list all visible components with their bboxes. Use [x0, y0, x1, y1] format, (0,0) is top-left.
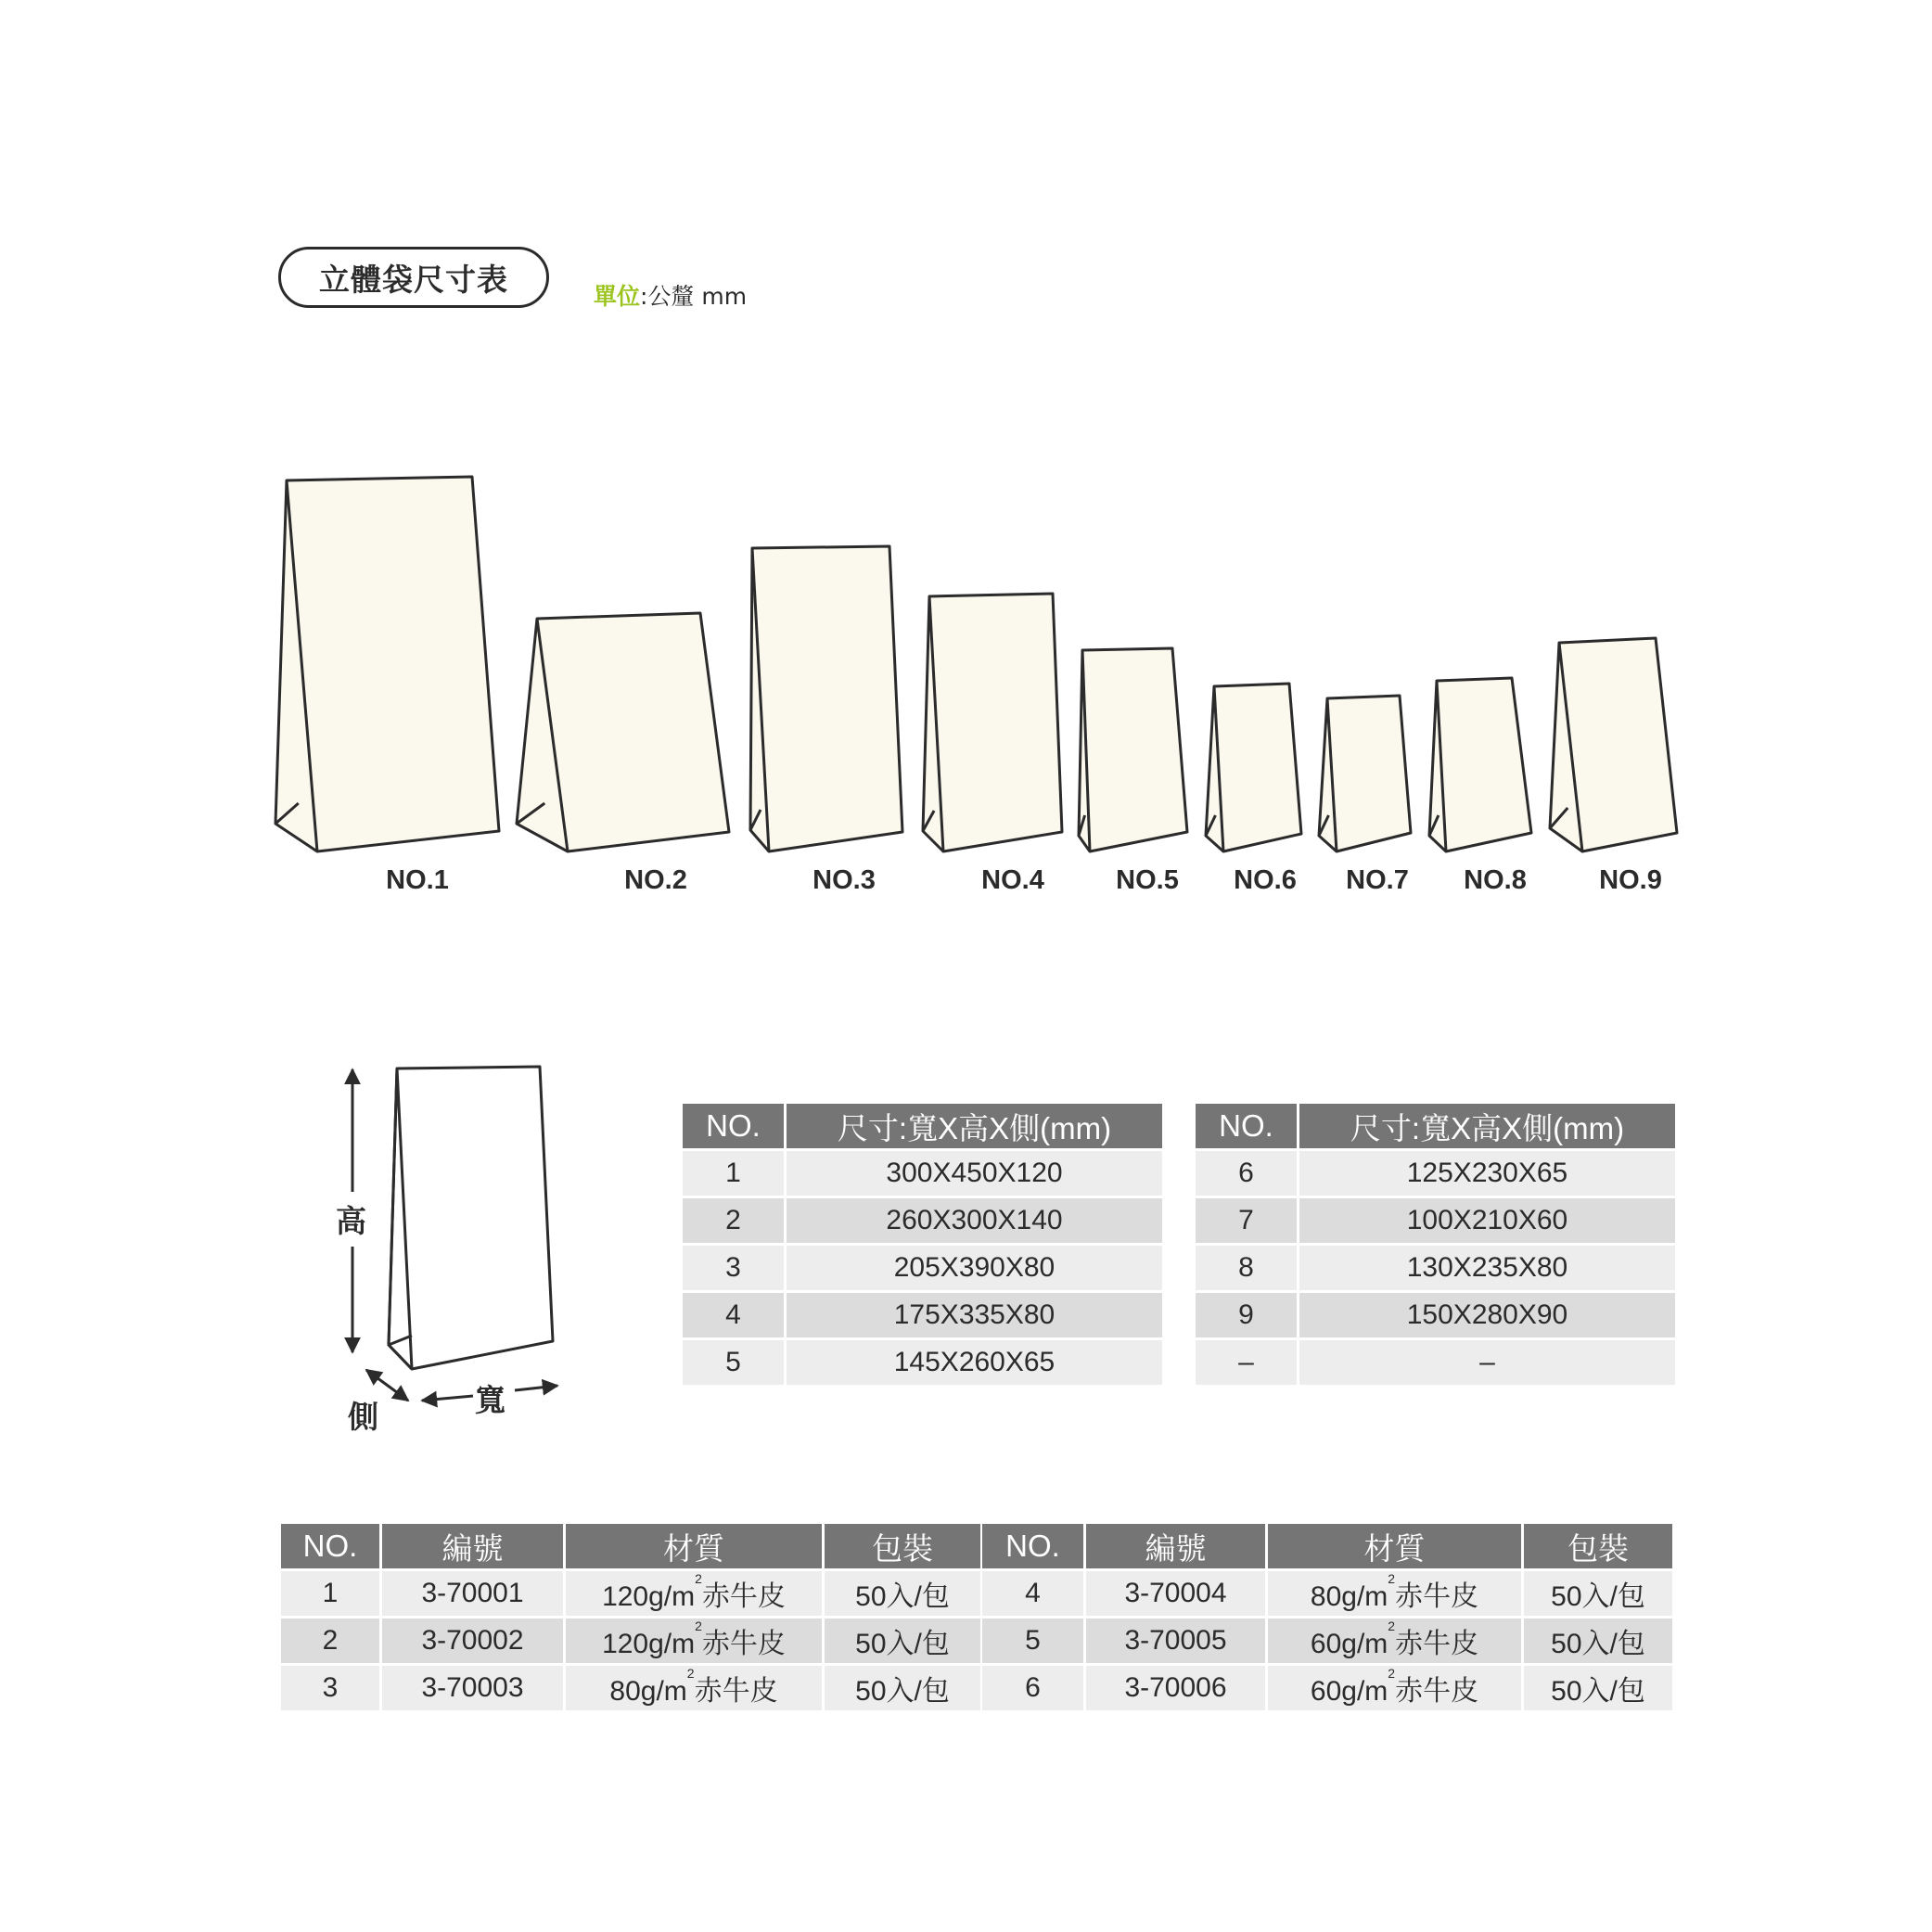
- bag-label-3: NO.3: [812, 865, 876, 895]
- table-row: [281, 1666, 980, 1710]
- size-dims: –: [1299, 1340, 1675, 1385]
- table-row: [281, 1619, 980, 1663]
- size-dims: 130X235X80: [1299, 1246, 1675, 1290]
- size-table-left: [680, 1101, 1165, 1388]
- table-row: [1196, 1293, 1675, 1337]
- product-no: 5: [982, 1619, 1083, 1663]
- table-row: [982, 1571, 1672, 1616]
- product-no: 4: [982, 1571, 1083, 1616]
- size-no: 1: [683, 1151, 784, 1196]
- size-table-right: [1193, 1101, 1678, 1388]
- product-packing: 50入/包: [1524, 1571, 1672, 1616]
- bag-label-9: NO.9: [1599, 865, 1662, 895]
- bag-label-1: NO.1: [386, 865, 449, 895]
- size-header-dims: 尺寸:寬X高X側(mm): [1299, 1104, 1675, 1148]
- diagram-bag: [389, 1067, 553, 1369]
- product-material: $120g/m^2$赤牛皮: [566, 1619, 822, 1663]
- side-label: 側: [348, 1399, 378, 1435]
- product-header-packing: 包裝: [825, 1524, 980, 1568]
- size-dims: 125X230X65: [1299, 1151, 1675, 1196]
- product-material: $60g/m^2$赤牛皮: [1268, 1666, 1521, 1710]
- product-packing: 50入/包: [1524, 1619, 1672, 1663]
- table-row: [683, 1246, 1162, 1290]
- product-no: 3: [281, 1666, 379, 1710]
- bag-label-8: NO.8: [1464, 865, 1527, 895]
- product-header-material: 材質: [566, 1524, 822, 1568]
- size-no: 6: [1196, 1151, 1297, 1196]
- product-packing: 50入/包: [1524, 1666, 1672, 1710]
- product-header-no: NO.: [982, 1524, 1083, 1568]
- product-packing: 50入/包: [825, 1666, 980, 1710]
- product-material: $80g/m^2$赤牛皮: [566, 1666, 822, 1710]
- table-row: [1196, 1246, 1675, 1290]
- size-dims: 150X280X90: [1299, 1293, 1675, 1337]
- height-label: 高: [336, 1192, 366, 1247]
- product-code: 3-70004: [1086, 1571, 1265, 1616]
- width-arrow-right: [515, 1386, 557, 1390]
- size-header-no: NO.: [683, 1104, 784, 1148]
- product-no: 1: [281, 1571, 379, 1616]
- product-packing: 50入/包: [825, 1571, 980, 1616]
- size-dims: 300X450X120: [787, 1151, 1162, 1196]
- size-no: 2: [683, 1198, 784, 1243]
- table-row: [683, 1340, 1162, 1385]
- product-material: $120g/m^2$赤牛皮: [566, 1571, 822, 1616]
- size-dims: 260X300X140: [787, 1198, 1162, 1243]
- product-code: 3-70003: [382, 1666, 563, 1710]
- unit-value: 公釐 mm: [647, 283, 748, 310]
- size-header-dims: 尺寸:寬X高X側(mm): [787, 1104, 1162, 1148]
- size-no: –: [1196, 1340, 1297, 1385]
- table-row: [683, 1151, 1162, 1196]
- unit-note: 單位:公釐 mm: [594, 283, 748, 310]
- product-code: 3-70002: [382, 1619, 563, 1663]
- product-header-code: 編號: [382, 1524, 563, 1568]
- bag-label-7: NO.7: [1346, 865, 1409, 895]
- product-code: 3-70006: [1086, 1666, 1265, 1710]
- table-row: [982, 1666, 1672, 1710]
- table-row: [1196, 1198, 1675, 1243]
- table-row: [1196, 1151, 1675, 1196]
- product-material: $60g/m^2$赤牛皮: [1268, 1619, 1521, 1663]
- size-dims: 205X390X80: [787, 1246, 1162, 1290]
- size-no: 7: [1196, 1198, 1297, 1243]
- product-material: $80g/m^2$赤牛皮: [1268, 1571, 1521, 1616]
- width-arrow: [422, 1396, 473, 1401]
- size-no: 3: [683, 1246, 784, 1290]
- size-header-no: NO.: [1196, 1104, 1297, 1148]
- product-header-material: 材質: [1268, 1524, 1521, 1568]
- table-row: [982, 1619, 1672, 1663]
- product-packing: 50入/包: [825, 1619, 980, 1663]
- table-row: [683, 1293, 1162, 1337]
- table-row: [1196, 1340, 1675, 1385]
- bag-label-4: NO.4: [981, 865, 1044, 895]
- product-header-code: 編號: [1086, 1524, 1265, 1568]
- size-no: 4: [683, 1293, 784, 1337]
- product-header-packing: 包裝: [1524, 1524, 1672, 1568]
- product-no: 6: [982, 1666, 1083, 1710]
- unit-label: 單位: [594, 283, 641, 310]
- product-table-left: [278, 1521, 983, 1713]
- size-no: 8: [1196, 1246, 1297, 1290]
- product-code: 3-70001: [382, 1571, 563, 1616]
- product-header-no: NO.: [281, 1524, 379, 1568]
- product-code: 3-70005: [1086, 1619, 1265, 1663]
- size-dims: 175X335X80: [787, 1293, 1162, 1337]
- page-title-text: 立體袋尺寸表: [319, 261, 508, 298]
- product-table-right: [979, 1521, 1675, 1713]
- table-row: [281, 1571, 980, 1616]
- table-row: [683, 1198, 1162, 1243]
- width-label: 寬: [475, 1382, 505, 1418]
- size-no: 5: [683, 1340, 784, 1385]
- size-no: 9: [1196, 1293, 1297, 1337]
- size-dims: 100X210X60: [1299, 1198, 1675, 1243]
- bag-label-6: NO.6: [1234, 865, 1297, 895]
- product-no: 2: [281, 1619, 379, 1663]
- bag-label-2: NO.2: [624, 865, 687, 895]
- size-dims: 145X260X65: [787, 1340, 1162, 1385]
- bag-label-5: NO.5: [1116, 865, 1179, 895]
